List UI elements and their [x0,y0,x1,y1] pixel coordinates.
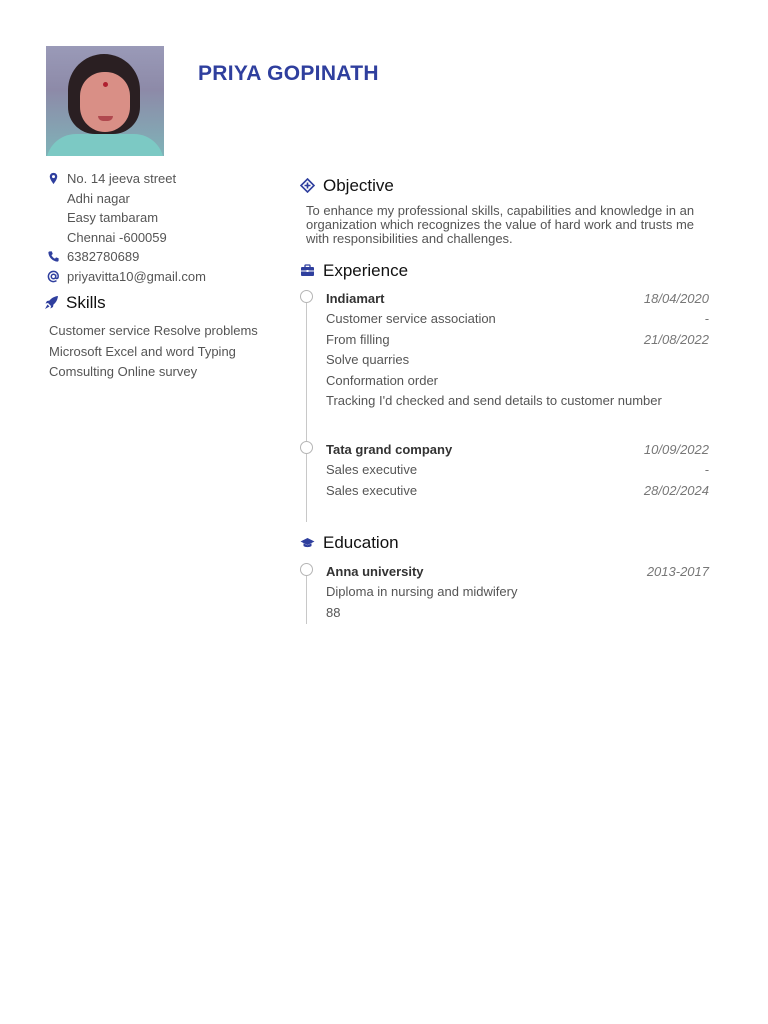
experience-start-date: 18/04/2020 [643,291,709,306]
experience-org: Tata grand company [326,442,453,457]
address [46,169,286,247]
experience-entry-header [326,440,709,460]
experience-detail: Tracking I'd checked and send details to customer number [326,393,662,408]
timeline-dot [300,441,313,454]
phone [46,247,286,267]
profile-photo [46,46,164,156]
crosshair-icon [300,178,315,193]
experience-detail: Conformation order [326,373,438,388]
experience-role-row [326,309,709,329]
timeline-dot [300,563,313,576]
education-degree: Diploma in nursing and midwifery [326,584,518,599]
experience-detail: Sales executive [326,483,418,498]
at-sign-icon [47,270,60,283]
skill-line: Microsoft Excel and word Typing [49,343,236,359]
education-degree-row [326,582,709,602]
email-address: priyavitta10@gmail.com [67,268,206,284]
phone-number: 6382780689 [67,249,140,264]
experience-start-date: 10/09/2022 [643,442,709,457]
experience-detail-row [326,371,709,391]
skill-line: Comsulting Online survey [49,364,198,379]
experience-detail: From filling [326,332,390,347]
experience-entry-header [326,289,709,309]
education-title: Education [323,533,399,552]
experience-role-row [326,460,709,480]
experience-org: Indiamart [326,291,385,306]
candidate-name: PRIYA GOPINATH [198,62,379,85]
address-line-3: Easy tambaram [67,210,159,225]
experience-title: Experience [323,261,409,280]
skill-line: Customer service Resolve problems [49,323,258,338]
skills-title: Skills [66,293,106,312]
education-entry-header [326,562,709,582]
objective-text: To enhance my professional skills, capabilities and knowledge in an organization which recognizes the value of hard work and trusts me with responsibilities and challenges. [306,203,695,247]
address-line-4: Chennai -600059 [67,229,167,245]
skills-list [49,321,289,383]
experience-end-date: 28/02/2024 [643,483,709,498]
date-separator: - [704,311,709,326]
experience-end-date: 21/08/2022 [643,332,709,347]
experience-detail-row [326,330,709,350]
experience-detail-row [326,481,709,501]
education-score: 88 [326,605,341,620]
contact-info [46,169,286,286]
address-line-1: No. 14 jeeva street [67,171,177,186]
education-school: Anna university [326,564,424,579]
experience-detail-row [326,391,709,411]
experience-detail: Solve quarries [326,352,410,367]
experience-role: Sales executive [326,462,418,477]
experience-role: Customer service association [326,311,496,326]
email [46,267,286,287]
phone-icon [47,250,60,263]
education-years: 2013-2017 [646,564,709,579]
briefcase-icon [300,263,315,278]
experience-timeline [306,297,307,522]
address-line-2: Adhi nagar [67,190,130,206]
date-separator: - [704,462,709,477]
graduation-cap-icon [300,535,315,550]
map-pin-icon [47,172,60,185]
timeline-dot [300,290,313,303]
objective-title: Objective [323,176,394,195]
education-score-row [326,603,709,623]
education-timeline [306,570,307,624]
experience-detail-row [326,350,709,370]
rocket-icon [44,295,59,310]
